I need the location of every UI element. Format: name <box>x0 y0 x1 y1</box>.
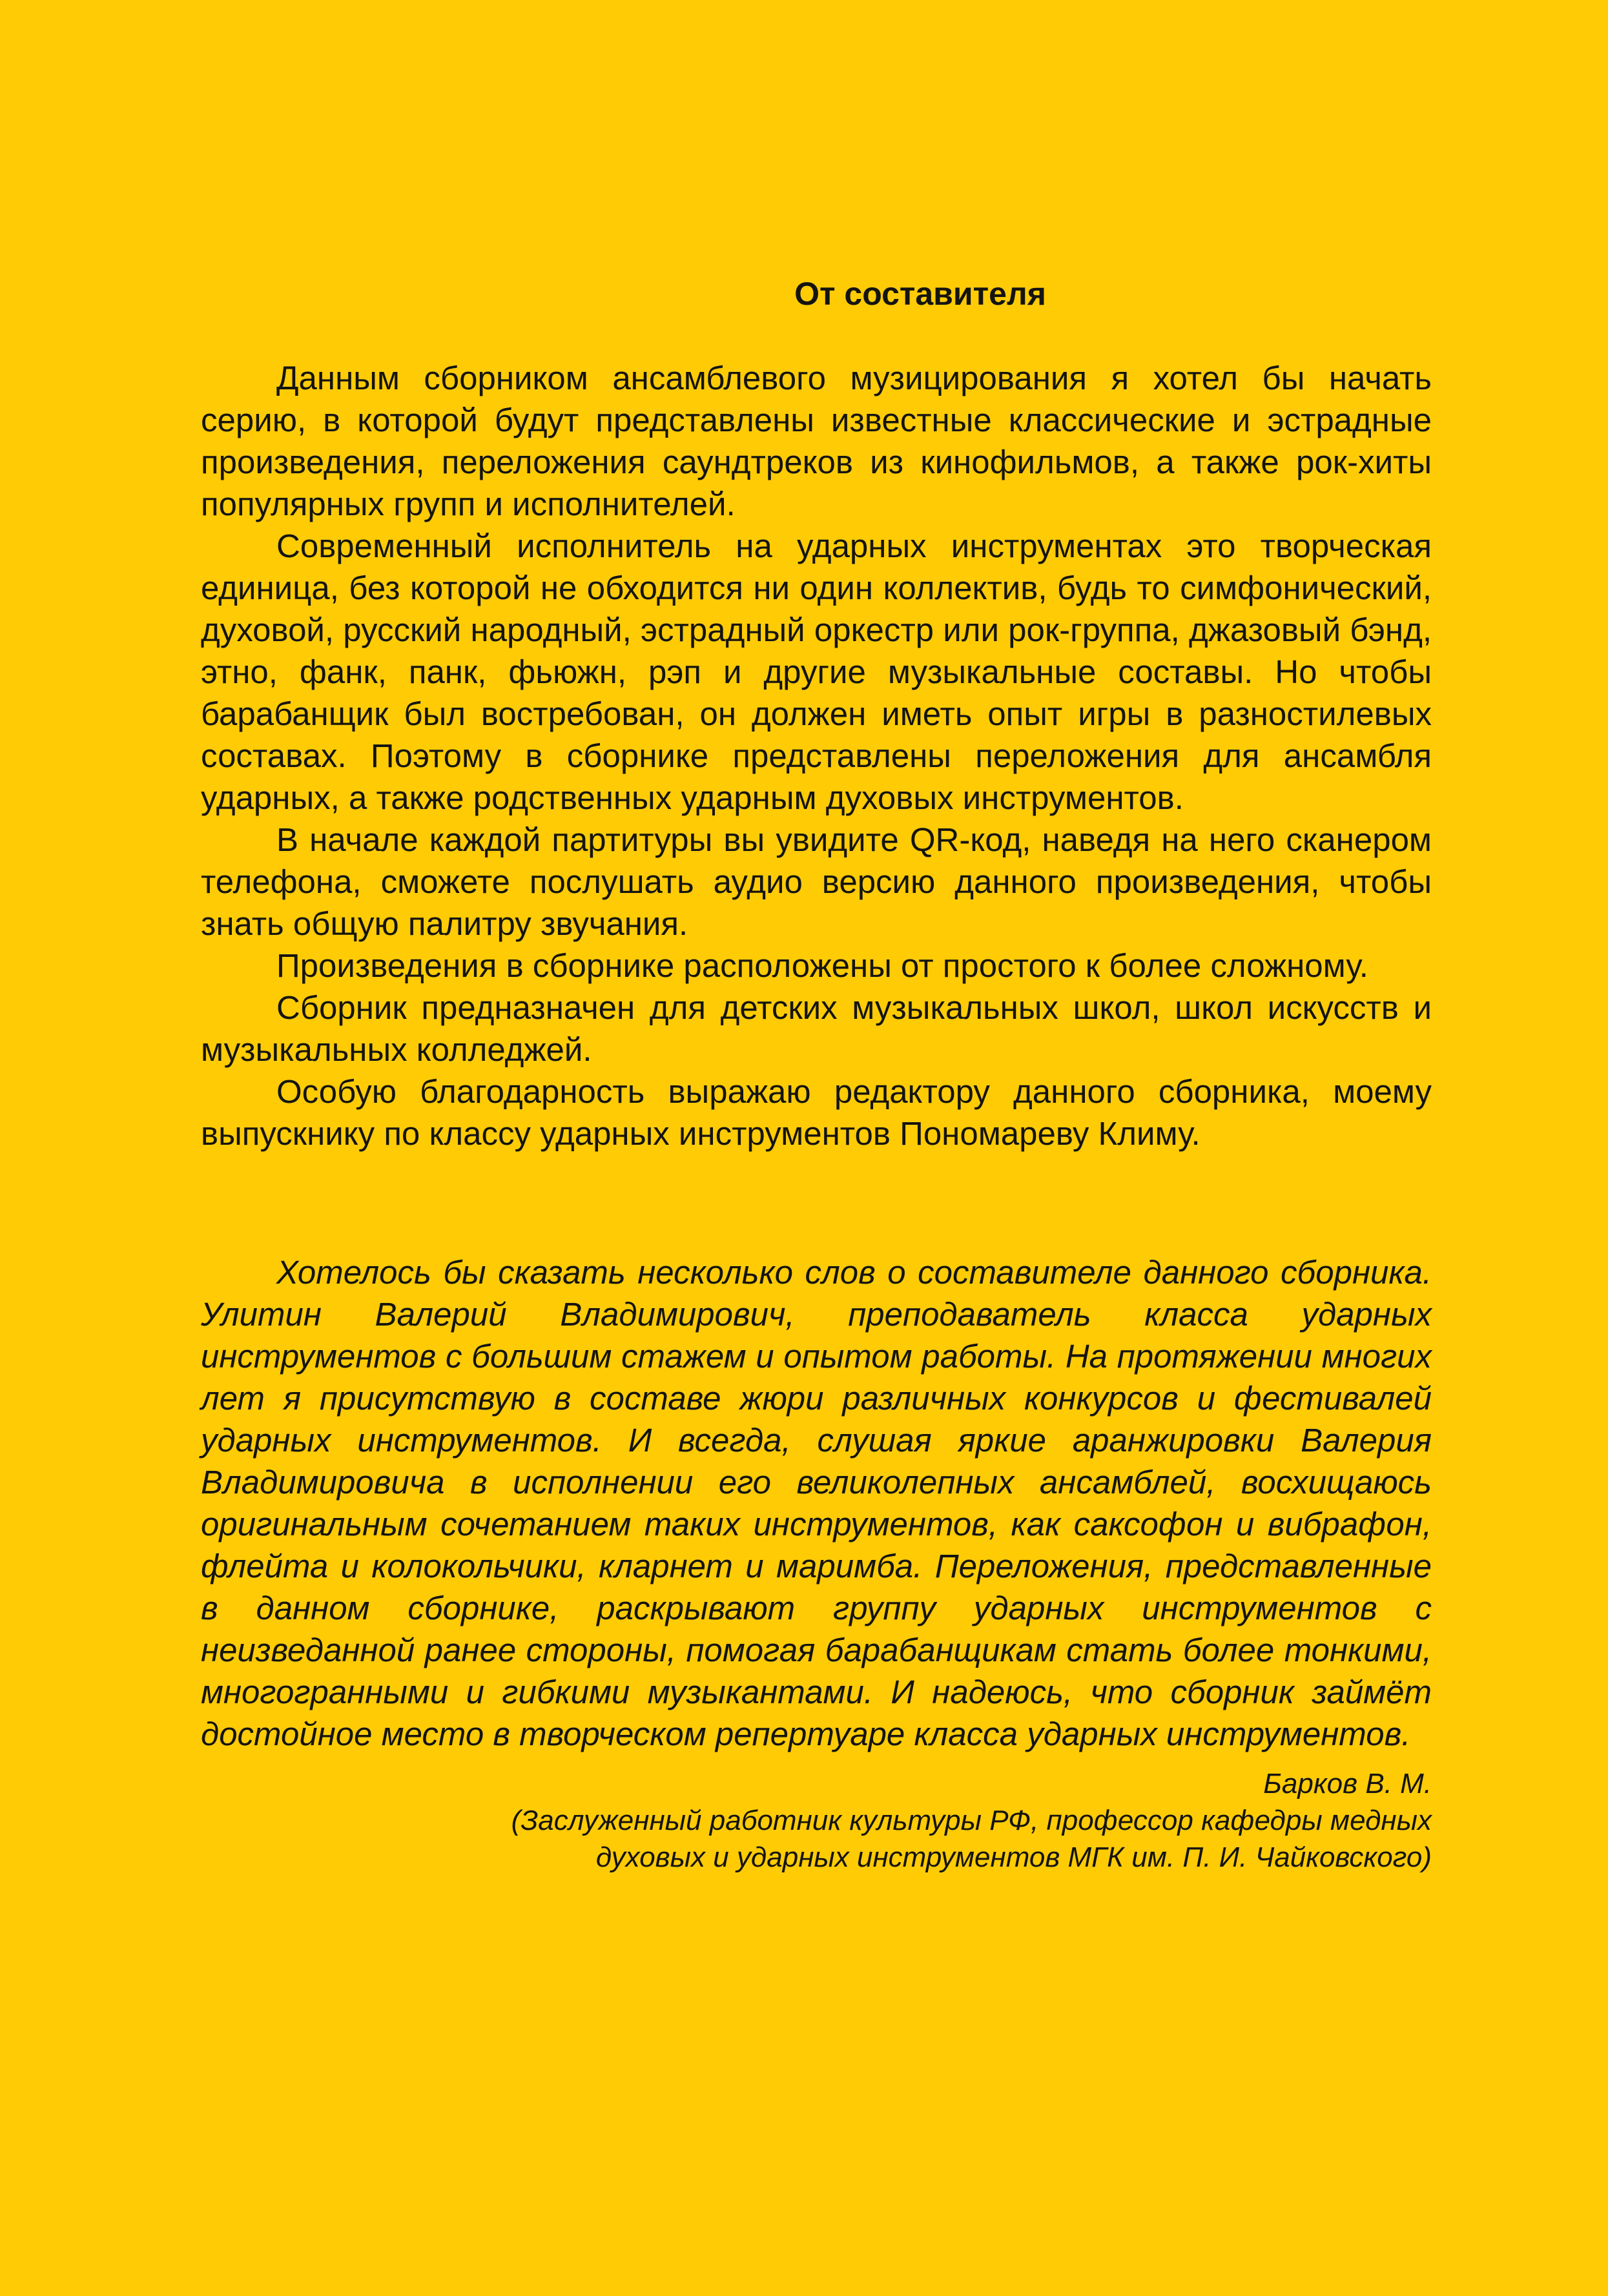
page-title: От составителя <box>794 276 1046 312</box>
intro-paragraph: Сборник предназначен для детских музыкальных школ, школ искусств и музыкальных колледжей. <box>201 989 1432 1068</box>
intro-paragraph: В начале каждой партитуры вы увидите QR-код, наведя на него сканером телефона, сможете послушать аудио версию данного произведения, чтобы знать общую палитру звучания. <box>201 821 1432 942</box>
signature-name: Барков В. М. <box>1263 1768 1432 1799</box>
intro-paragraph: Современный исполнитель на ударных инструментах это творческая единица, без которой не обходится ни один коллектив, будь то симфонический, духовой, русский народный, эстрадный оркестр или рок-группа, джазовый бэнд, этно, фанк, панк, фьюжн, рэп и другие музыкальные составы. Но чтобы барабанщик был востребован, он должен иметь опыт игры в разностилевых составах. Поэтому в сборнике представлены переложения для ансамбля ударных, а также родственных ударным духовых инструментов. <box>201 528 1432 816</box>
intro-paragraph: Особую благодарность выражаю редактору данного сборника, моему выпускнику по классу ударных инструментов Пономареву Климу. <box>201 1073 1432 1152</box>
signature-block <box>201 1765 1432 1876</box>
intro-section <box>201 357 1432 1154</box>
tribute-paragraph: Хотелось бы сказать несколько слов о составителе данного сборника. Улитин Валерий Владимирович, преподаватель класса ударных инструментов с большим стажем и опытом работы. На протяжении многих лет я присутствую в составе жюри различных конкурсов и фестивалей ударных инструментов. И всегда, слушая яркие аранжировки Валерия Владимировича в исполнении его великолепных ансамблей, восхищаюсь оригинальным сочетанием таких инструментов, как саксофон и вибрафон, флейта и колокольчики, кларнет и маримба. Переложения, представленные в данном сборнике, раскрывают группу ударных инструментов с неизведанной ранее стороны, помогая барабанщикам стать более тонкими, многогранными и гибкими музыкантами. И надеюсь, что сборник займёт достойное место в творческом репертуаре класса ударных инструментов. <box>201 1254 1432 1752</box>
tribute-section <box>201 1251 1432 1755</box>
signature-credentials-line: (Заслуженный работник культуры РФ, профессор кафедры медных <box>511 1805 1432 1836</box>
intro-paragraph: Произведения в сборнике расположены от простого к более сложному. <box>276 947 1368 984</box>
document-body <box>201 261 1432 1876</box>
intro-paragraph: Данным сборником ансамблевого музицирования я хотел бы начать серию, в которой будут представлены известные классические и эстрадные произведения, переложения саундтреков из кинофильмов, а также рок-хиты популярных групп и исполнителей. <box>201 360 1432 522</box>
signature-credentials-line: духовых и ударных инструментов МГК им. П. И. Чайковского) <box>595 1841 1432 1873</box>
